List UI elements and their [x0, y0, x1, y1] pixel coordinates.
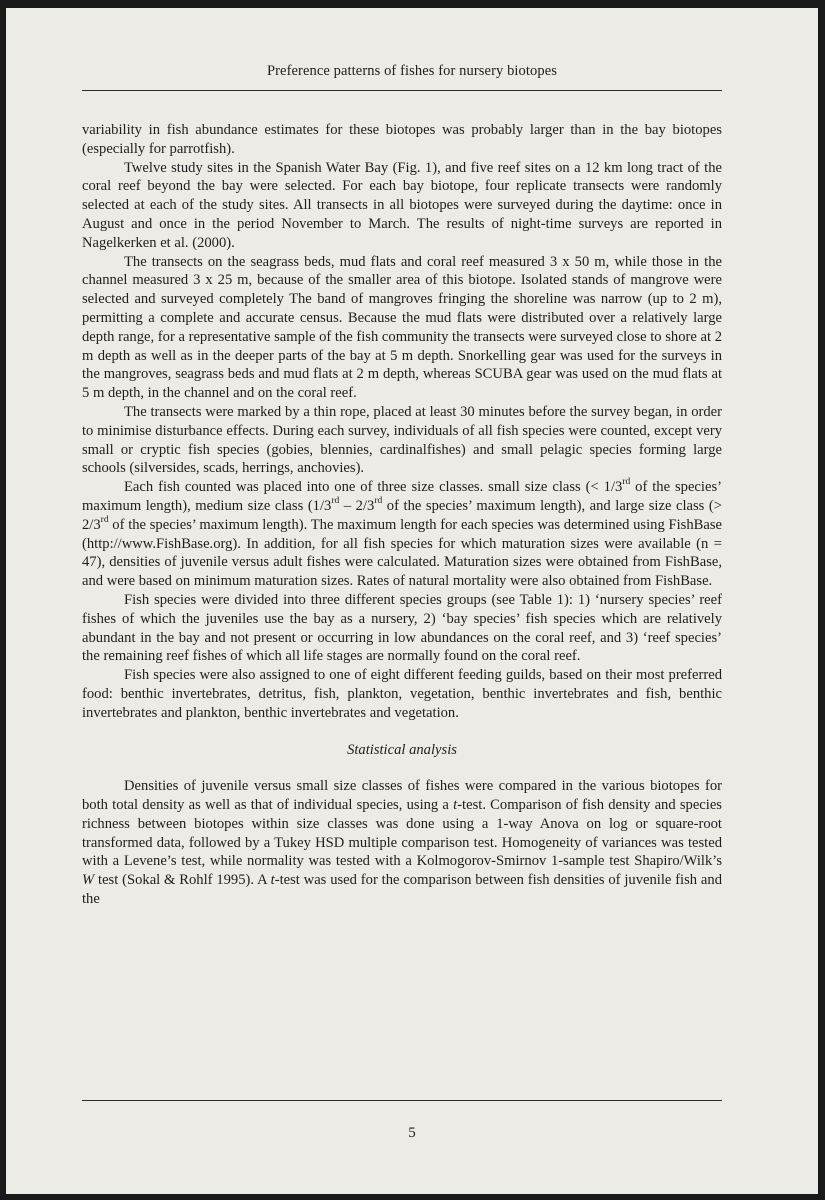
text-run: Densities of juvenile versus small size classes of fishes were compared in the various biotopes for both total density as well as that of individual species, using a [82, 778, 722, 814]
text-run: test (Sokal & Rohlf 1995). A [94, 872, 271, 889]
paragraph-species-groups: Fish species were divided into three different species groups (see Table 1): 1) ‘nursery species’ reef fishes of which the juveniles use the bay as a nursery, 2) ‘bay species’ fish species which are relatively abundant in the bay and not present or occurring in low abundances on the coral reef, and 3) ‘reef species’ the remaining reef fishes of which all life stages are normally found on the coral reef. [82, 591, 722, 665]
text-run: Each fish counted was placed into one of three size classes. small size class (< 1/3 [124, 479, 623, 496]
paragraph-survey-method: The transects were marked by a thin rope, placed at least 30 minutes before the survey began, in order to minimise disturbance effects. During each survey, individuals of all fish species were counted, except very small or cryptic fish species (gobies, blennies, cardinalfishes) and small pelagic species forming large schools (silversides, scads, herrings, anchovies). [82, 403, 722, 477]
running-title: Preference patterns of fishes for nursery biotopes [266, 63, 558, 79]
superscript: rd [622, 477, 631, 488]
document-page [6, 8, 818, 1194]
text-run: of the species’ maximum length). The maximum length for each species was determined using FishBase (http://www.FishBase.org). In addition, for all fish species for which maturation sizes were available (n = 47), densities of juvenile versus adult fishes were calculated. Maturation sizes were obtained from FishBase, and were based on minimum maturation sizes. Rates of natural mortality were also obtained from FishBase. [82, 516, 722, 590]
paragraph-statistics [82, 777, 722, 909]
italic-t: t [270, 872, 275, 889]
superscript: rd [331, 496, 340, 507]
text-run: of the species’ maximum length), and large size class (> 2/3 [82, 497, 722, 533]
paragraph-study-sites: Twelve study sites in the Spanish Water Bay (Fig. 1), and five reef sites on a 12 km long tract of the coral reef beyond the bay were selected. For each bay biotope, four replicate transects were randomly selected at each of the study sites. All transects in all biotopes were surveyed during the daytime: once in August and once in the period November to March. The results of night-time surveys are reported in Nagelkerken et al. (2000). [82, 159, 722, 251]
paragraph-continuation: variability in fish abundance estimates for these biotopes was probably larger than in the bay biotopes (especially for parrotfish). [82, 122, 722, 157]
italic-t: t [453, 797, 458, 814]
italic-w: W [82, 872, 95, 889]
paragraph-feeding-guilds: Fish species were also assigned to one of eight different feeding guilds, based on their most preferred food: benthic invertebrates, detritus, fish, plankton, vegetation, benthic invertebrates and fish, benthic invertebrates and plankton, benthic invertebrates and vegetation. [82, 667, 722, 721]
superscript: rd [100, 514, 109, 525]
page-number: 5 [408, 1125, 416, 1141]
text-run: – 2/3 [339, 497, 375, 514]
footer-rule [82, 1100, 722, 1101]
text-run: -test. Comparison of fish density and species richness between biotopes within size classes was done using a 1-way Anova on log or square-root transformed data, followed by a Tukey HSD multiple comparison test. Homogeneity of variances was tested with a Levene’s test, while normality was tested with a Kolmogorov-Smirnov 1-sample test Shapiro/Wilk’s [82, 797, 722, 870]
text-run: -test was used for the comparison between fish densities of juvenile fish and the [82, 872, 722, 908]
paragraph-transects: The transects on the seagrass beds, mud flats and coral reef measured 3 x 50 m, while those in the channel measured 3 x 25 m, because of the smaller area of this biotope. Isolated stands of mangrove were selected and surveyed completely The band of mangroves fringing the shoreline was narrow (up to 2 m), permitting a complete and accurate census. Because the mud flats were distributed over a relatively large depth range, for a representative sample of the fish community the transects were surveyed close to shore at 2 m depth as well as in the deeper parts of the bay at 5 m depth. Snorkelling gear was used for the surveys in the mangroves, seagrass beds and mud flats at 2 m depth, whereas SCUBA gear was used on the mud flats at 5 m depth, in the channel and on the coral reef. [82, 253, 722, 402]
header-rule [82, 90, 722, 91]
body-text [82, 121, 722, 909]
text-run: of the species’ maximum length), medium size class (1/3 [82, 479, 722, 514]
paragraph-size-classes [82, 478, 722, 591]
superscript: rd [374, 496, 383, 507]
section-heading: Statistical analysis [347, 741, 457, 758]
